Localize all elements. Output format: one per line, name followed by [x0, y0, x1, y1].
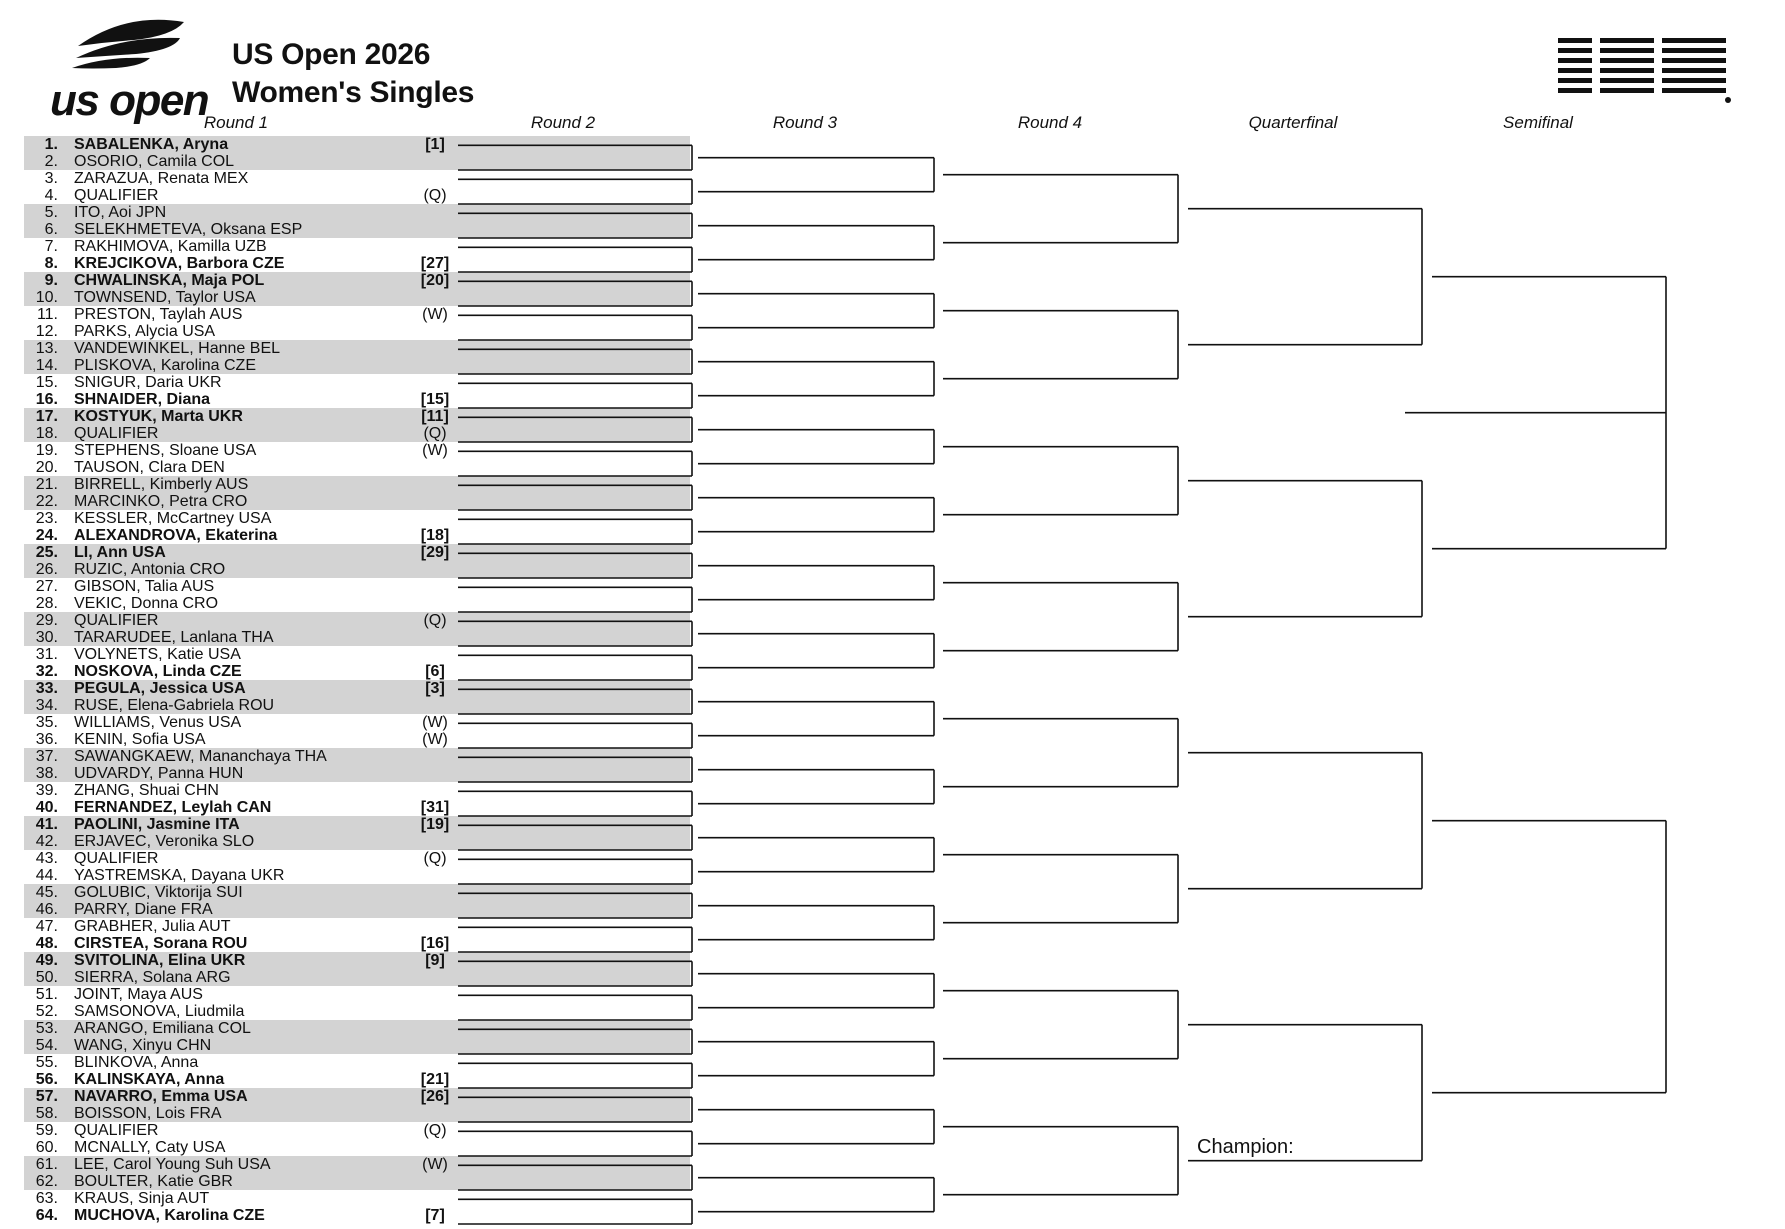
player-number: 53.: [35, 1020, 58, 1037]
player-number: 41.: [35, 816, 58, 833]
page-title: US Open 2026: [232, 38, 431, 71]
player-number: 9.: [44, 272, 58, 289]
player-name: PARRY, Diane FRA: [74, 901, 213, 918]
player-number: 22.: [35, 493, 58, 510]
player-seed: [26]: [420, 1088, 450, 1105]
player-number: 54.: [35, 1037, 58, 1054]
player-name: SAWANGKAEW, Mananchaya THA: [74, 748, 327, 765]
player-number: 3.: [44, 170, 58, 187]
player-name: WANG, Xinyu CHN: [74, 1037, 212, 1054]
player-name: QUALIFIER: [74, 612, 159, 629]
player-name: QUALIFIER: [74, 425, 159, 442]
player-number: 15.: [35, 374, 58, 391]
player-seed: [6]: [425, 663, 445, 680]
player-name: FERNANDEZ, Leylah CAN: [74, 799, 272, 816]
player-number: 10.: [35, 289, 58, 306]
player-number: 57.: [35, 1088, 58, 1105]
player-number: 31.: [35, 646, 58, 663]
player-number: 13.: [35, 340, 58, 357]
player-seed: (Q): [423, 187, 447, 204]
player-number: 1.: [44, 136, 58, 153]
player-name: RUSE, Elena-Gabriela ROU: [74, 697, 275, 714]
player-name: LEE, Carol Young Suh USA: [74, 1156, 271, 1173]
player-number: 37.: [35, 748, 58, 765]
player-name: NAVARRO, Emma USA: [74, 1088, 248, 1105]
player-name: KOSTYUK, Marta UKR: [74, 408, 243, 425]
player-name: QUALIFIER: [74, 1122, 159, 1139]
player-seed: [11]: [421, 408, 449, 425]
player-number: 63.: [35, 1190, 58, 1207]
round-header-1: Round 1: [203, 113, 269, 132]
player-number: 12.: [35, 323, 58, 340]
player-number: 60.: [35, 1139, 58, 1156]
player-number: 48.: [35, 935, 58, 952]
round-header-2: Round 2: [530, 113, 596, 132]
player-number: 64.: [35, 1207, 58, 1224]
player-number: 59.: [35, 1122, 58, 1139]
player-name: ALEXANDROVA, Ekaterina: [74, 527, 278, 544]
player-number: 58.: [35, 1105, 58, 1122]
player-seed: (W): [422, 442, 448, 459]
player-seed: (W): [422, 714, 448, 731]
player-seed: [19]: [420, 816, 450, 833]
player-seed: [27]: [420, 255, 450, 272]
round-header-4: Round 4: [1017, 113, 1083, 132]
player-name: CHWALINSKA, Maja POL: [74, 272, 265, 289]
player-number: 35.: [35, 714, 58, 731]
player-name: SHNAIDER, Diana: [74, 391, 211, 408]
player-number: 34.: [35, 697, 58, 714]
player-number: 40.: [35, 799, 58, 816]
player-name: RAKHIMOVA, Kamilla UZB: [74, 238, 267, 255]
player-number: 55.: [35, 1054, 58, 1071]
player-name: KALINSKAYA, Anna: [74, 1071, 225, 1088]
player-name: STEPHENS, Sloane USA: [74, 442, 257, 459]
player-number: 61.: [35, 1156, 58, 1173]
player-number: 50.: [35, 969, 58, 986]
player-seed: (W): [422, 1156, 448, 1173]
player-name: ARANGO, Emiliana COL: [74, 1020, 251, 1037]
player-seed: [21]: [420, 1071, 450, 1088]
player-name: ERJAVEC, Veronika SLO: [74, 833, 255, 850]
player-seed: [31]: [420, 799, 450, 816]
player-name: KRAUS, Sinja AUT: [74, 1190, 210, 1207]
player-number: 5.: [44, 204, 58, 221]
page-subtitle: Women's Singles: [232, 76, 475, 109]
player-name: ITO, Aoi JPN: [74, 204, 167, 221]
player-name: PEGULA, Jessica USA: [74, 680, 246, 697]
player-number: 28.: [35, 595, 58, 612]
player-number: 27.: [35, 578, 58, 595]
player-name: BIRRELL, Kimberly AUS: [74, 476, 249, 493]
us-open-wordmark: us open: [50, 76, 209, 125]
player-seed: (Q): [423, 612, 447, 629]
player-name: VEKIC, Donna CRO: [74, 595, 219, 612]
player-number: 49.: [35, 952, 58, 969]
player-number: 8.: [44, 255, 58, 272]
player-number: 39.: [35, 782, 58, 799]
player-seed: [15]: [420, 391, 450, 408]
player-number: 45.: [35, 884, 58, 901]
player-number: 26.: [35, 561, 58, 578]
player-name: WILLIAMS, Venus USA: [74, 714, 242, 731]
player-number: 7.: [44, 238, 58, 255]
player-number: 33.: [35, 680, 58, 697]
player-name: SAMSONOVA, Liudmila: [74, 1003, 245, 1020]
player-number: 14.: [35, 357, 58, 374]
player-number: 56.: [35, 1071, 58, 1088]
player-name: UDVARDY, Panna HUN: [74, 765, 244, 782]
player-name: PARKS, Alycia USA: [74, 323, 216, 340]
player-seed: [20]: [420, 272, 450, 289]
player-number: 36.: [35, 731, 58, 748]
player-name: SIERRA, Solana ARG: [74, 969, 231, 986]
player-name: GRABHER, Julia AUT: [74, 918, 231, 935]
player-number: 24.: [35, 527, 58, 544]
player-seed: (Q): [423, 850, 447, 867]
player-name: PLISKOVA, Karolina CZE: [74, 357, 256, 374]
player-number: 43.: [35, 850, 58, 867]
player-name: QUALIFIER: [74, 850, 159, 867]
player-name: RUZIC, Antonia CRO: [74, 561, 226, 578]
player-name: YASTREMSKA, Dayana UKR: [74, 867, 285, 884]
player-name: NOSKOVA, Linda CZE: [74, 663, 242, 680]
player-name: KREJCIKOVA, Barbora CZE: [74, 255, 285, 272]
player-name: BOISSON, Lois FRA: [74, 1105, 222, 1122]
player-number: 6.: [44, 221, 58, 238]
player-name: MUCHOVA, Karolina CZE: [74, 1207, 265, 1224]
player-seed: [9]: [425, 952, 445, 969]
player-number: 25.: [35, 544, 58, 561]
player-number: 44.: [35, 867, 58, 884]
round-header-5: Quarterfinal: [1248, 113, 1338, 132]
player-number: 46.: [35, 901, 58, 918]
player-name: SNIGUR, Daria UKR: [74, 374, 222, 391]
player-number: 11.: [36, 306, 58, 323]
player-seed: [29]: [420, 544, 450, 561]
player-name: CIRSTEA, Sorana ROU: [74, 935, 248, 952]
player-seed: [3]: [425, 680, 445, 697]
player-name: QUALIFIER: [74, 187, 159, 204]
player-name: GIBSON, Talia AUS: [74, 578, 215, 595]
player-name: PAOLINI, Jasmine ITA: [74, 816, 240, 833]
player-number: 18.: [35, 425, 58, 442]
player-name: LI, Ann USA: [74, 544, 166, 561]
player-number: 4.: [44, 187, 58, 204]
player-name: VANDEWINKEL, Hanne BEL: [74, 340, 281, 357]
player-name: SABALENKA, Aryna: [74, 136, 229, 153]
player-seed: [1]: [425, 136, 445, 153]
player-number: 52.: [35, 1003, 58, 1020]
player-name: TARARUDEE, Lanlana THA: [74, 629, 274, 646]
player-seed: (Q): [423, 425, 447, 442]
player-name: OSORIO, Camila COL: [74, 153, 235, 170]
player-number: 21.: [35, 476, 58, 493]
champion-label: Champion:: [1197, 1136, 1294, 1158]
round-header-6: Semifinal: [1503, 113, 1573, 132]
player-name: MARCINKO, Petra CRO: [74, 493, 248, 510]
player-number: 19.: [35, 442, 58, 459]
round-header-3: Round 3: [772, 113, 838, 132]
player-number: 47.: [35, 918, 58, 935]
player-name: VOLYNETS, Katie USA: [74, 646, 241, 663]
player-seed: (Q): [423, 1122, 447, 1139]
player-number: 16.: [35, 391, 58, 408]
player-number: 30.: [35, 629, 58, 646]
player-name: TAUSON, Clara DEN: [74, 459, 225, 476]
player-seed: (W): [422, 306, 448, 323]
player-seed: (W): [422, 731, 448, 748]
player-seed: [7]: [425, 1207, 445, 1224]
player-number: 32.: [35, 663, 58, 680]
player-number: 38.: [35, 765, 58, 782]
player-number: 62.: [35, 1173, 58, 1190]
player-number: 20.: [35, 459, 58, 476]
player-name: KESSLER, McCartney USA: [74, 510, 272, 527]
player-name: BOULTER, Katie GBR: [74, 1173, 233, 1190]
player-number: 51.: [35, 986, 58, 1003]
player-name: TOWNSEND, Taylor USA: [74, 289, 256, 306]
player-number: 29.: [35, 612, 58, 629]
player-name: BLINKOVA, Anna: [74, 1054, 199, 1071]
player-name: SELEKHMETEVA, Oksana ESP: [74, 221, 303, 238]
player-number: 42.: [35, 833, 58, 850]
player-name: JOINT, Maya AUS: [74, 986, 203, 1003]
player-name: KENIN, Sofia USA: [74, 731, 206, 748]
player-number: 17.: [35, 408, 58, 425]
player-name: GOLUBIC, Viktorija SUI: [74, 884, 243, 901]
player-number: 2.: [44, 153, 58, 170]
player-seed: [18]: [420, 527, 450, 544]
player-seed: [16]: [420, 935, 450, 952]
player-name: ZHANG, Shuai CHN: [74, 782, 219, 799]
player-name: MCNALLY, Caty USA: [74, 1139, 226, 1156]
player-name: SVITOLINA, Elina UKR: [74, 952, 246, 969]
player-name: ZARAZUA, Renata MEX: [74, 170, 249, 187]
player-number: 23.: [35, 510, 58, 527]
player-name: PRESTON, Taylah AUS: [74, 306, 243, 323]
